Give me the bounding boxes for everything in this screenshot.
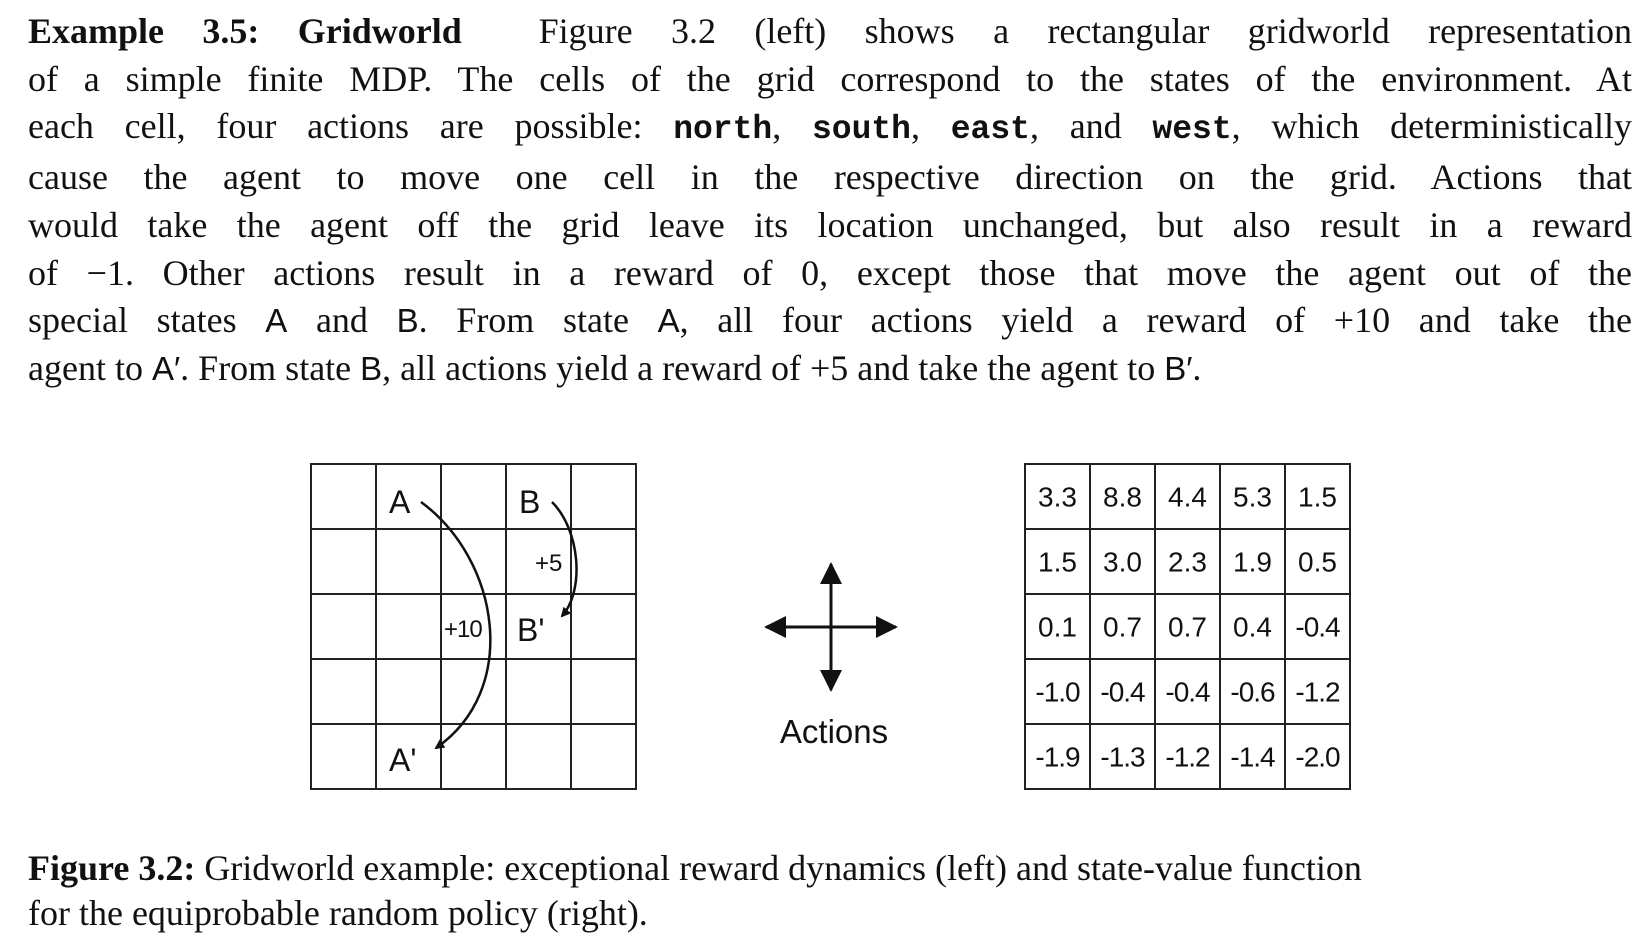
- example-heading: Example 3.5: Gridworld: [28, 11, 462, 51]
- value-cell: 0.7: [1103, 611, 1142, 643]
- value-cell: 1.5: [1298, 481, 1337, 513]
- state-a-label: A: [389, 484, 411, 520]
- value-cell: 2.3: [1168, 546, 1207, 578]
- caption-text-1: Gridworld example: exceptional reward dynamics (left) and state-value function: [195, 848, 1362, 888]
- value-cell: 5.3: [1233, 481, 1272, 513]
- action-south: south: [811, 111, 911, 149]
- para-line-5: would take the agent off the grid leave its location unchanged, but also result in a reward: [28, 204, 1632, 245]
- caption-line-2: for the equiprobable random policy (right).: [28, 893, 648, 933]
- value-cell: -1.9: [1035, 741, 1080, 773]
- para-text-7b: and: [287, 300, 397, 341]
- value-grid: [1025, 464, 1350, 789]
- para-text-3e: , which deterministically: [1231, 106, 1632, 147]
- value-cell: 0.1: [1038, 611, 1077, 643]
- value-cell: -0.6: [1230, 676, 1275, 708]
- value-cell: -1.0: [1035, 676, 1080, 708]
- value-cell: -0.4: [1165, 676, 1210, 708]
- caption-line-1: [28, 846, 1632, 891]
- reward-b-label: +5: [535, 550, 563, 577]
- value-cell: 3.0: [1103, 546, 1142, 578]
- state-bprime-ref: B′: [1164, 349, 1193, 387]
- value-cell: 3.3: [1038, 481, 1077, 513]
- value-cell: 8.8: [1103, 481, 1142, 513]
- actions-cross: [766, 564, 896, 750]
- para-line-4: cause the agent to move one cell in the respective direction on the grid. Actions that: [28, 157, 1632, 198]
- para-text-8c: , all actions yield a reward of +5 and take the agent to: [382, 347, 1165, 388]
- para-text-3b: ,: [772, 106, 812, 147]
- state-b-label: B: [519, 484, 541, 520]
- state-aprime-label: A': [389, 742, 417, 778]
- value-cell: -1.4: [1230, 741, 1275, 773]
- para-line-2: of a simple finite MDP. The cells of the grid correspond to the states of the environment. At: [28, 58, 1632, 99]
- value-cell: -1.2: [1165, 741, 1210, 773]
- state-a-ref-1: A: [265, 302, 288, 340]
- reward-grid: [311, 464, 636, 789]
- para-text-1: Figure 3.2 (left) shows a rectangular gridworld representation: [538, 11, 1632, 51]
- actions-label: Actions: [779, 713, 889, 750]
- value-cell: 0.5: [1298, 546, 1337, 578]
- para-text-3d: , and: [1029, 106, 1153, 147]
- para-text-8a: agent to: [28, 347, 152, 388]
- para-line-6: of −1. Other actions result in a reward of 0, except those that move the agent out of the: [28, 252, 1632, 293]
- action-north: north: [673, 111, 773, 149]
- state-aprime-ref: A′: [151, 349, 181, 387]
- action-east: east: [950, 111, 1030, 149]
- para-text-8d: .: [1192, 347, 1202, 388]
- para-text-7a: special states: [28, 300, 266, 341]
- state-b-ref-1: B: [396, 302, 419, 340]
- value-cell: 4.4: [1168, 481, 1207, 513]
- value-cell: 0.4: [1233, 611, 1272, 643]
- value-cell: 1.9: [1233, 546, 1272, 578]
- value-cell: 1.5: [1038, 546, 1077, 578]
- action-west: west: [1152, 111, 1232, 149]
- para-text-3a: each cell, four actions are possible:: [28, 106, 674, 147]
- value-cell: -1.2: [1295, 676, 1340, 708]
- value-cell: -2.0: [1295, 741, 1340, 773]
- state-a-ref-2: A: [657, 302, 680, 340]
- caption-label: Figure 3.2:: [28, 848, 196, 888]
- figure-caption: [28, 846, 1632, 936]
- state-b-ref-2: B: [360, 349, 383, 387]
- para-text-7c: . From state: [418, 300, 658, 341]
- state-bprime-label: B': [517, 612, 545, 648]
- reward-a-label: +10: [444, 616, 482, 643]
- para-text-3c: ,: [911, 106, 951, 147]
- value-cell: -0.4: [1100, 676, 1145, 708]
- para-text-8b: . From state: [180, 347, 361, 388]
- para-text-7d: , all four actions yield a reward of +10 and take the: [679, 300, 1633, 341]
- value-cell: -0.4: [1295, 611, 1340, 643]
- value-cell: 0.7: [1168, 611, 1207, 643]
- value-cell: -1.3: [1100, 741, 1145, 773]
